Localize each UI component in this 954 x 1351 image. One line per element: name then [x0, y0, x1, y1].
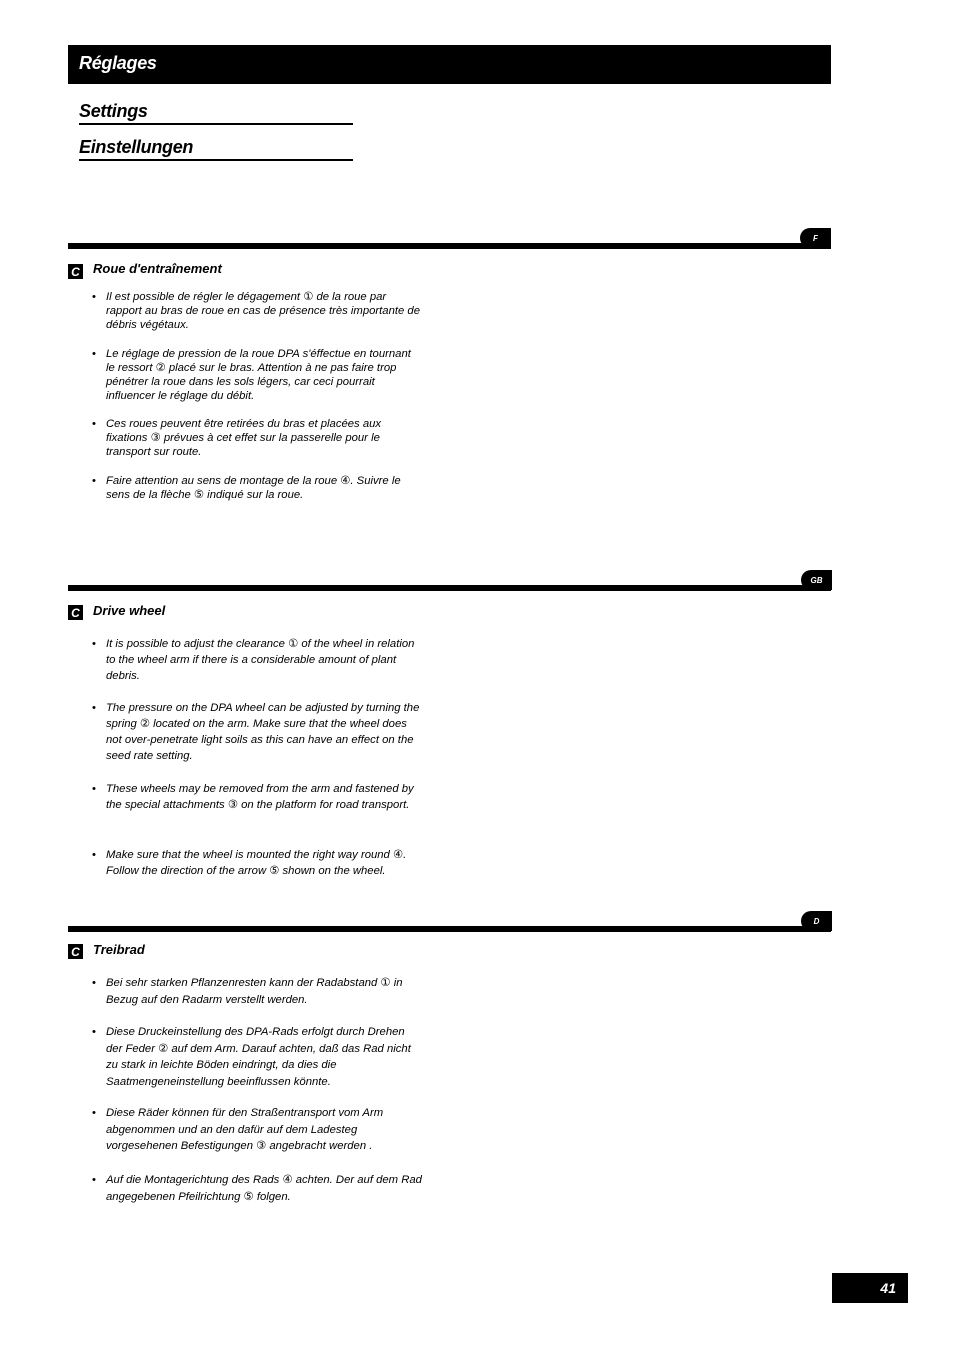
- list-item: [92, 636, 422, 684]
- bullet-dot: •: [92, 1026, 96, 1038]
- list-item: [92, 781, 422, 813]
- list-item-text: These wheels may be removed from the arm and fastened by the special attachments ③ on the platform for road transport.: [106, 783, 414, 811]
- list-item: [92, 1105, 422, 1155]
- list-item: [92, 847, 422, 879]
- section-marker-french: C: [68, 264, 83, 279]
- bullet-dot: •: [92, 1174, 96, 1186]
- section-rule-english: [68, 585, 831, 591]
- list-item: [92, 1024, 422, 1090]
- list-item: [92, 290, 422, 332]
- bullet-dot: •: [92, 977, 96, 989]
- language-badge-german: D: [801, 911, 832, 931]
- bullet-dot: •: [92, 783, 96, 795]
- bullet-dot: •: [92, 418, 96, 430]
- list-item-text: Auf die Montagerichtung des Rads ④ achten. Der auf dem Rad angegebenen Pfeilrichtung ⑤ folgen.: [106, 1174, 422, 1203]
- list-item-text: Il est possible de régler le dégagement ① de la roue par rapport au bras de roue en cas de présence très importante de débris végétaux.: [106, 291, 420, 331]
- section-rule-german: [68, 926, 831, 932]
- bullet-dot: •: [92, 475, 96, 487]
- list-item-text: Le réglage de pression de la roue DPA s'éffectue en tournant le ressort ② placé sur le bras. Attention à ne pas faire trop pénétrer la roue dans les sols légers, car ceci pourrait influencer le réglage du débit.: [106, 348, 411, 402]
- list-item-text: The pressure on the DPA wheel can be adjusted by turning the spring ② located on the arm. Make sure that the wheel does not over-penetrate light soils as this can have an effect on the seed rate setting.: [106, 702, 420, 762]
- list-item-text: Faire attention au sens de montage de la roue ④. Suivre le sens de la flèche ⑤ indiqué sur la roue.: [106, 475, 401, 501]
- bullet-dot: •: [92, 291, 96, 303]
- bullet-dot: •: [92, 1107, 96, 1119]
- section-heading-french: Roue d'entraînement: [93, 261, 222, 276]
- list-item-text: It is possible to adjust the clearance ① of the wheel in relation to the wheel arm if there is a considerable amount of plant debris.: [106, 638, 415, 682]
- list-item-text: Diese Räder können für den Straßentransport vom Arm abgenommen und an den dafür auf dem Ladesteg vorgesehenen Befestigungen ③ angebracht werden .: [106, 1107, 384, 1152]
- subtitle-english: Settings: [79, 100, 353, 125]
- section-heading-english: Drive wheel: [93, 603, 166, 618]
- chapter-title-bar: [68, 45, 831, 84]
- list-item: [92, 417, 422, 459]
- list-item: [92, 700, 422, 764]
- list-item-text: Ces roues peuvent être retirées du bras et placées aux fixations ③ prévues à cet effet sur la passerelle pour le transport sur route.: [106, 418, 382, 458]
- list-item: [92, 474, 422, 502]
- bullet-dot: •: [92, 849, 96, 861]
- page-number: 41: [832, 1273, 908, 1303]
- list-item: [92, 975, 422, 1008]
- list-item: [92, 1172, 422, 1205]
- section-rule-french: [68, 243, 831, 249]
- list-item-text: Diese Druckeinstellung des DPA-Rads erfolgt durch Drehen der Feder ② auf dem Arm. Darauf achten, daß das Rad nicht zu stark in leichte Böden eindringt, da dies die Saatmengeneinstellung beeinflussen könnte.: [106, 1026, 411, 1088]
- list-item: [92, 347, 422, 403]
- bullet-dot: •: [92, 348, 96, 360]
- section-heading-german: Treibrad: [93, 942, 145, 957]
- language-badge-english: GB: [801, 570, 832, 590]
- language-badge-french: F: [800, 228, 831, 248]
- list-item-text: Bei sehr starken Pflanzenresten kann der Radabstand ① in Bezug auf den Radarm verstellt werden.: [106, 977, 403, 1006]
- bullet-dot: •: [92, 702, 96, 714]
- section-marker-english: C: [68, 605, 83, 620]
- subtitle-german: Einstellungen: [79, 136, 353, 161]
- chapter-title: Réglages: [79, 53, 157, 73]
- bullet-dot: •: [92, 638, 96, 650]
- list-item-text: Make sure that the wheel is mounted the right way round ④. Follow the direction of the arrow ⑤ shown on the wheel.: [106, 849, 407, 877]
- section-marker-german: C: [68, 944, 83, 959]
